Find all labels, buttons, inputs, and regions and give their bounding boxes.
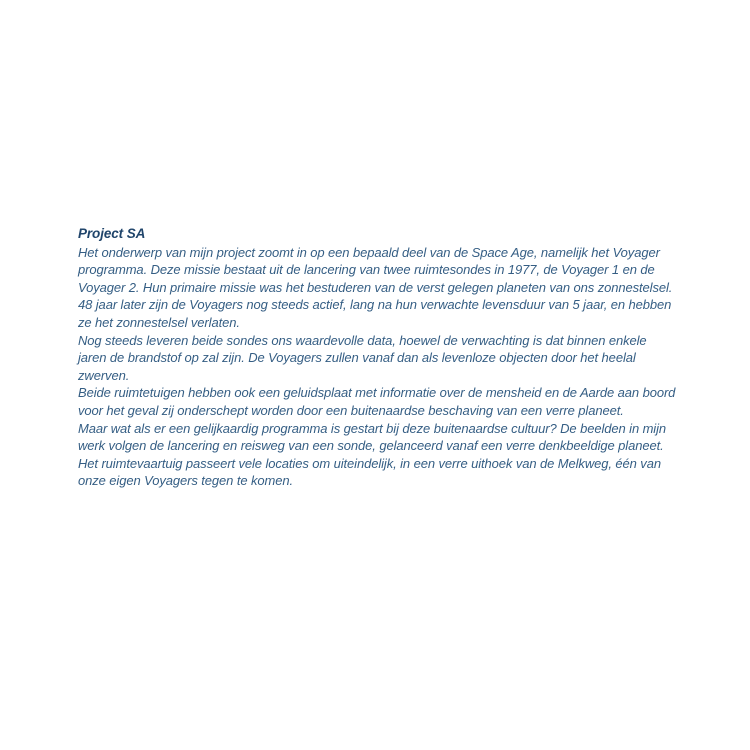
paragraph-48-jaar: 48 jaar later zijn de Voyagers nog steeds actief, lang na hun verwachte levensduur van 5 jaar, en hebben ze het zonnestelsel verlaten. xyxy=(78,297,672,330)
paragraph-data: Nog steeds leveren beide sondes ons waardevolle data, hoewel de verwachting is dat binnen enkele jaren de brandstof op zal zijn. De Voyagers zullen vanaf dan als levenloze objecten door het heelal zwerven. xyxy=(78,332,647,383)
paragraph-geluidsplaat: Beide ruimtetuigen hebben ook een geluidsplaat met informatie over de mensheid en de Aarde aan boord voor het geval zij onderschept worden door een buitenaardse beschaving van een verre planeet. xyxy=(78,385,676,418)
document-title: Project SA xyxy=(78,226,146,241)
paragraph-buitenaards: Maar wat als er een gelijkaardig programma is gestart bij deze buitenaardse cultuur? De beelden in mijn werk volgen de lancering en reisweg van een sonde, gelanceerd vanaf een verre denkbeeldige planeet. Het ruimtevaartuig passeert vele locaties om uiteindelijk, in een verre uithoek van de Melkweg, één van onze eigen Voyagers tegen te komen. xyxy=(78,420,667,489)
paragraph-intro: Het onderwerp van mijn project zoomt in op een bepaald deel van de Space Age, namelijk het Voyager programma. Deze missie bestaat uit de lancering van twee ruimtesondes in 1977, de Voyager 1 en de Voyager 2. Hun primaire missie was het bestuderen van de verst gelegen planeten van ons zonnestelsel. xyxy=(78,244,673,295)
text-block xyxy=(78,225,678,490)
